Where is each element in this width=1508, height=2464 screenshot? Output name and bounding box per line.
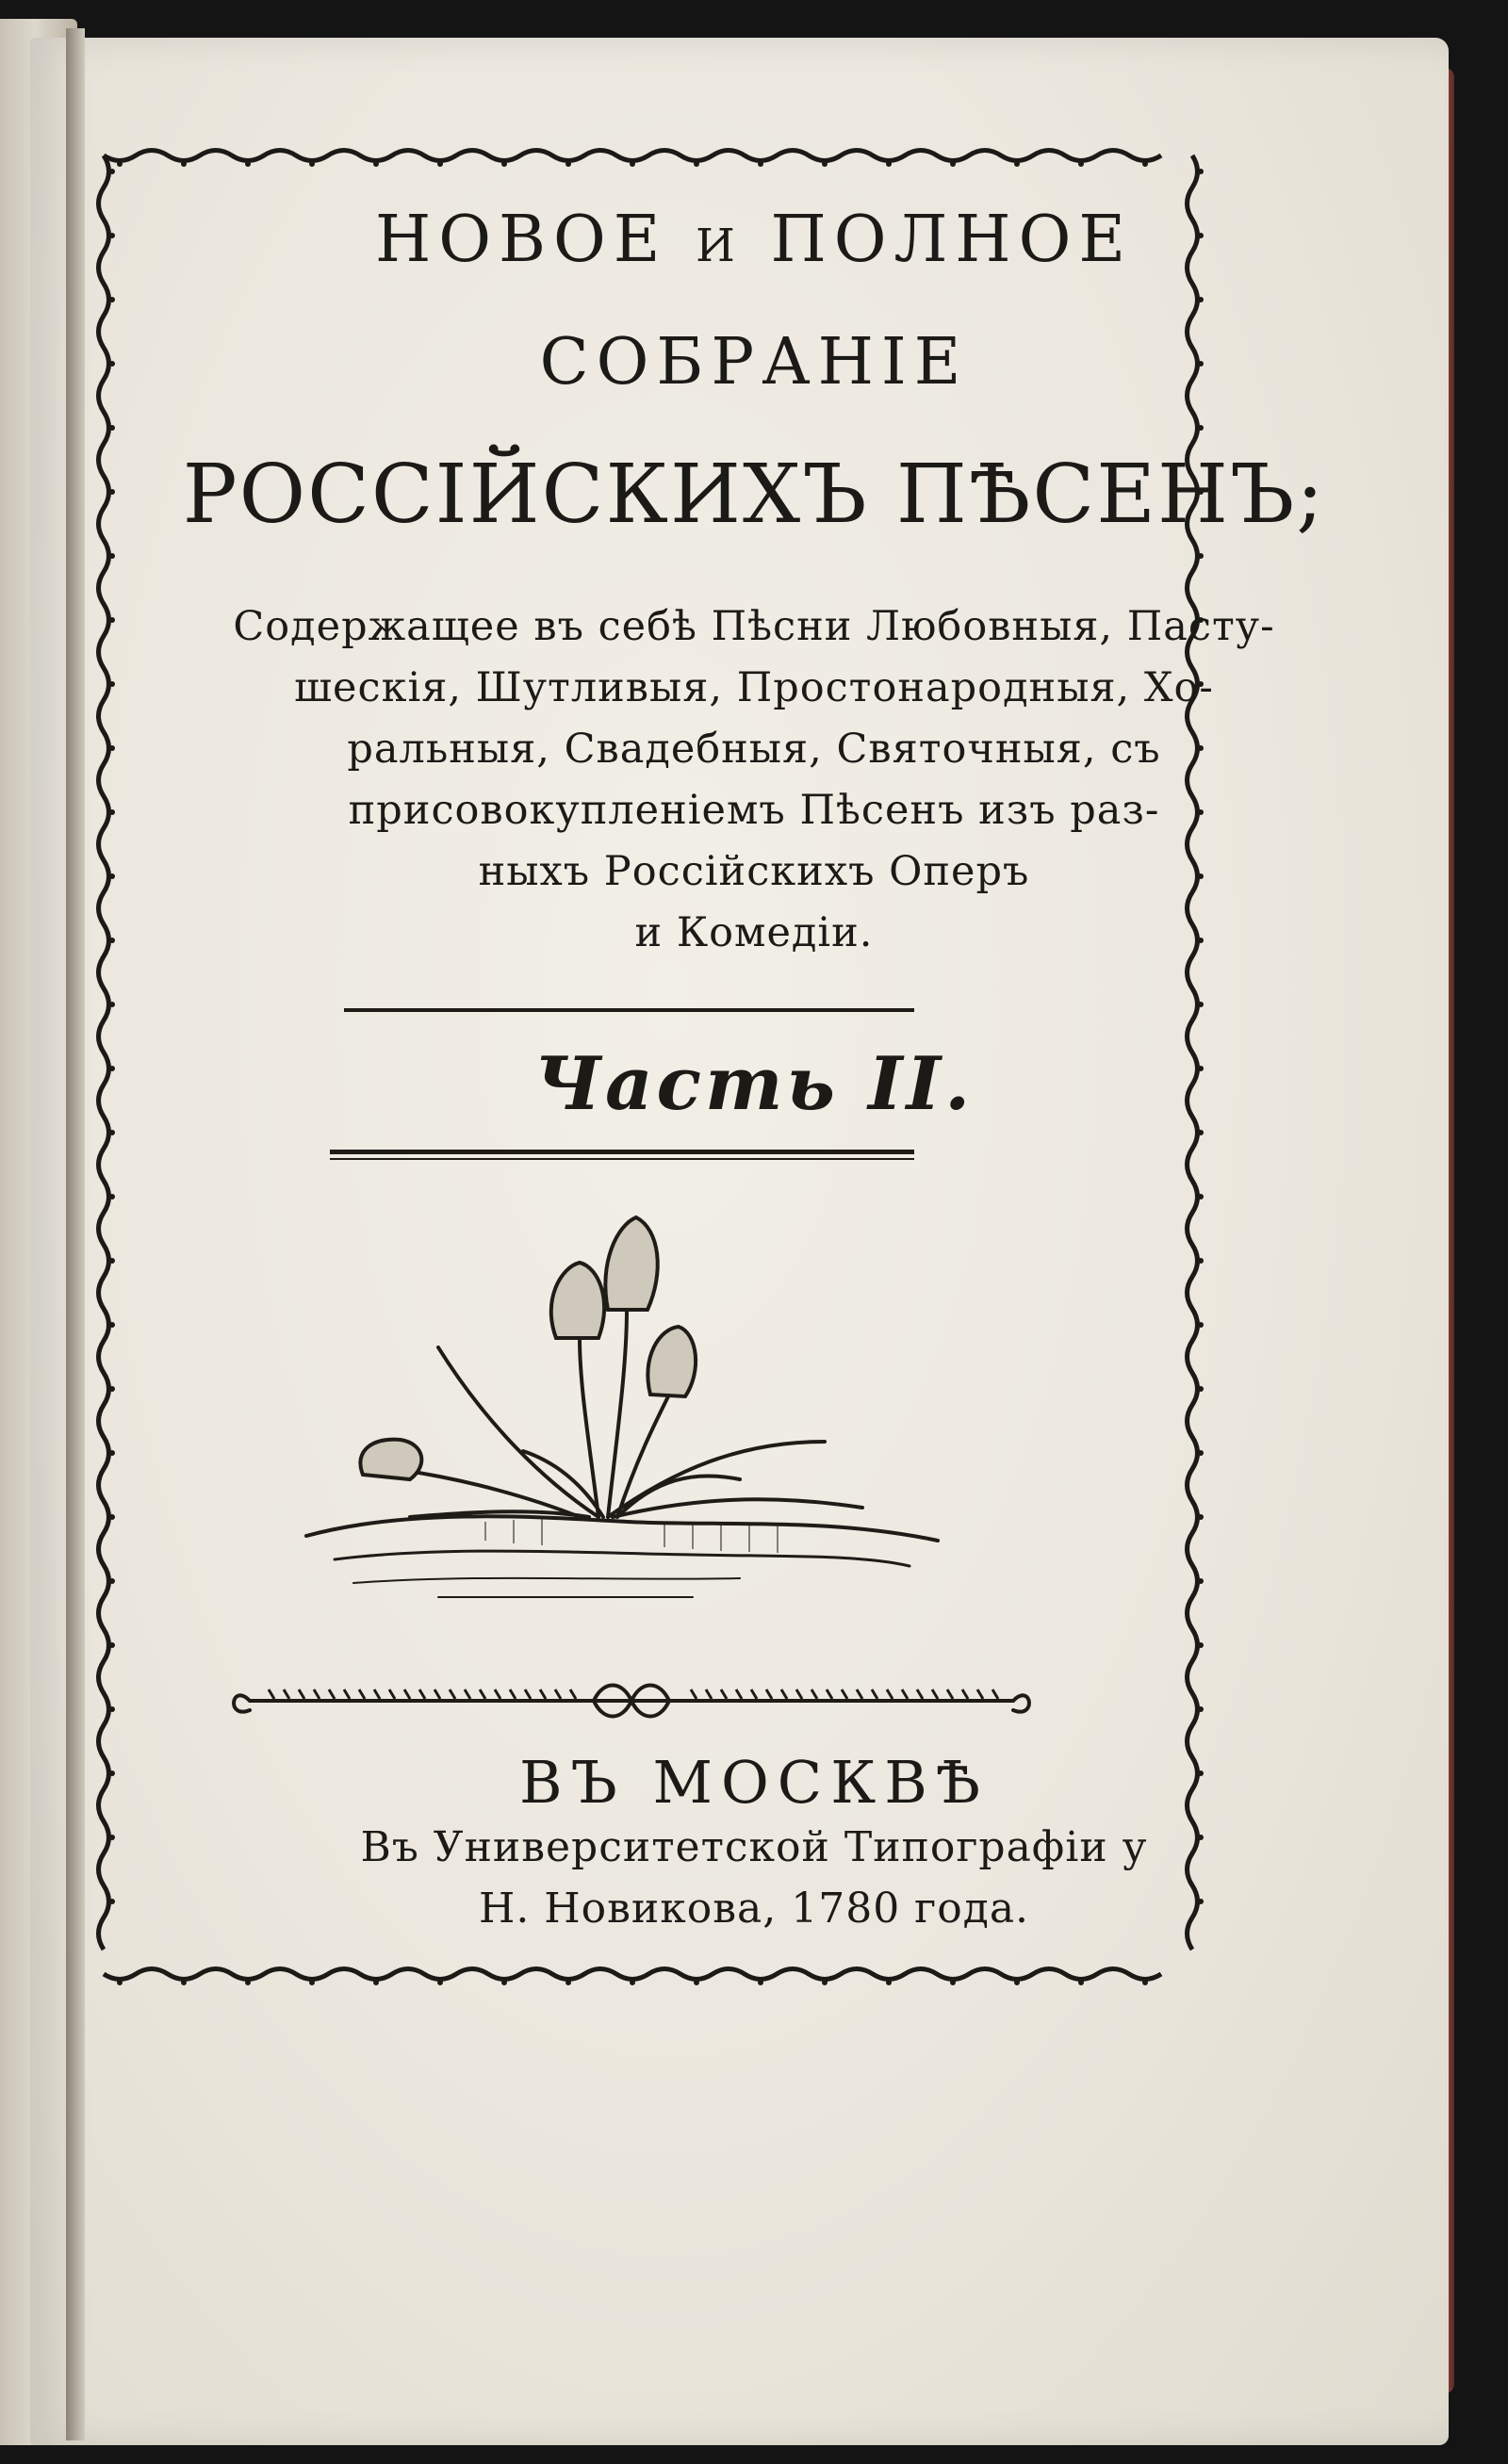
- rule-below-part: [330, 1150, 914, 1154]
- part-number: Часть II.: [533, 1041, 975, 1127]
- subtitle-line-1: Содержащее въ себѣ Пѣсни Любовныя, Пасту-: [233, 603, 1275, 650]
- subtitle-line-4: присовокупленіемъ Пѣсенъ изъ раз-: [348, 787, 1160, 834]
- rule-below-part-thin: [330, 1158, 914, 1160]
- title-line-2: СОБРАНІЕ: [539, 325, 969, 400]
- subtitle-line-2: шескія, Шутливыя, Простонародныя, Хо-: [294, 664, 1214, 711]
- imprint-city: ВЪ МОСКВѢ: [518, 1748, 990, 1817]
- title-line-1: НОВОЕ и ПОЛНОЕ: [375, 203, 1133, 277]
- imprint-printer-year: Н. Новикова, 1780 года.: [478, 1885, 1030, 1933]
- ornamental-rule-icon: [221, 1673, 1041, 1729]
- rule-above-part: [344, 1008, 914, 1012]
- title-line-3: РОССІЙСКИХЪ ПѢСЕНЪ;: [182, 448, 1326, 542]
- subtitle-line-6: и Комедіи.: [634, 909, 874, 956]
- tulip-vignette-icon: [297, 1197, 947, 1611]
- subtitle-line-5: ныхъ Россійскихъ Оперъ: [478, 848, 1030, 895]
- subtitle-line-3: ральныя, Свадебныя, Святочныя, съ: [347, 726, 1161, 773]
- imprint-press: Въ Университетской Типографіи у: [360, 1823, 1148, 1871]
